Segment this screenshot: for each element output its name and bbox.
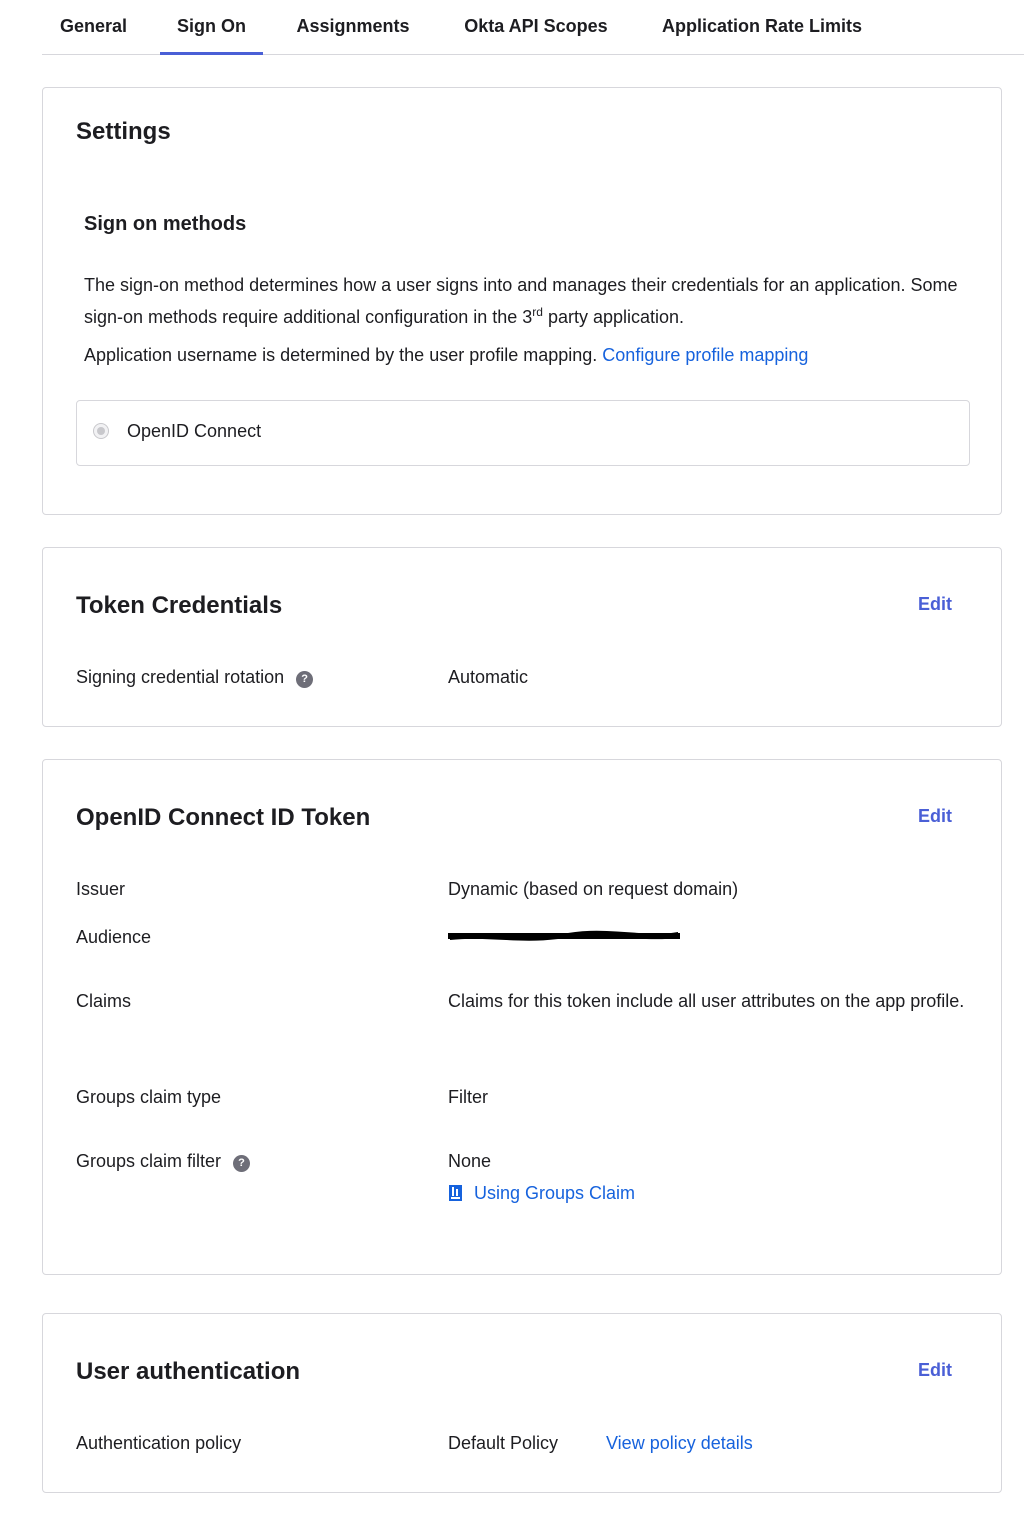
- signing-rotation-label: [76, 667, 313, 688]
- groups-claim-filter-label-text: Groups claim filter: [76, 1151, 222, 1171]
- issuer-value: Dynamic (based on request domain): [448, 879, 739, 899]
- groups-claim-filter-label: [76, 1151, 250, 1172]
- authentication-policy-value: Default Policy: [448, 1433, 559, 1453]
- tab-application-rate-limits[interactable]: Application Rate Limits: [661, 16, 863, 36]
- groups-claim-type-label: Groups claim type: [76, 1087, 222, 1107]
- user-authentication-title: User authentication: [76, 1358, 301, 1385]
- settings-title: Settings: [76, 118, 171, 145]
- username-text: Application username is determined by the user profile mapping.: [84, 345, 598, 365]
- tab-okta-api-scopes[interactable]: Okta API Scopes: [464, 16, 608, 36]
- claims-label: Claims: [76, 991, 132, 1011]
- using-groups-claim-link[interactable]: [448, 1177, 635, 1209]
- claims-value: Claims for this token include all user attributes on the app profile.: [448, 991, 965, 1011]
- issuer-label: Issuer: [76, 879, 126, 899]
- id-token-title: OpenID Connect ID Token: [76, 804, 371, 831]
- documentation-icon: [448, 1184, 464, 1202]
- id-token-edit-button[interactable]: Edit: [918, 806, 952, 826]
- settings-card: [42, 87, 1002, 515]
- token-credentials-title: Token Credentials: [76, 592, 283, 619]
- sign-on-methods-title: Sign on methods: [84, 213, 247, 235]
- description-superscript: rd: [532, 305, 543, 319]
- description-text: The sign-on method determines how a user signs into and manages their credentials for an application. Some sign-on methods require additional configuration in the 3: [84, 275, 958, 327]
- user-authentication-edit-button[interactable]: Edit: [918, 1360, 952, 1380]
- app-tabs: [42, 0, 1024, 55]
- help-icon[interactable]: ?: [296, 671, 313, 688]
- tab-general[interactable]: General: [59, 16, 128, 36]
- openid-connect-radio[interactable]: [93, 423, 109, 439]
- using-groups-claim-text: Using Groups Claim: [474, 1183, 636, 1203]
- groups-claim-type-value: Filter: [448, 1087, 488, 1107]
- configure-profile-mapping-link[interactable]: Configure profile mapping: [602, 345, 809, 365]
- groups-claim-filter-value: None: [448, 1151, 492, 1171]
- tab-sign-on[interactable]: Sign On: [160, 0, 263, 55]
- signing-rotation-value: Automatic: [448, 667, 529, 687]
- view-policy-details-link[interactable]: View policy details: [606, 1433, 753, 1453]
- id-token-card: [42, 759, 1002, 1275]
- audience-value-redacted: [448, 928, 680, 942]
- token-credentials-edit-button[interactable]: Edit: [918, 594, 952, 614]
- sign-on-method-description: [84, 272, 964, 331]
- openid-connect-label: OpenID Connect: [127, 421, 262, 441]
- user-authentication-card: [42, 1313, 1002, 1493]
- sign-on-method-option: [76, 400, 970, 466]
- username-mapping-text: [84, 342, 964, 369]
- tab-assignments[interactable]: Assignments: [296, 16, 410, 36]
- help-icon[interactable]: ?: [233, 1155, 250, 1172]
- token-credentials-card: [42, 547, 1002, 727]
- signing-rotation-label-text: Signing credential rotation: [76, 667, 285, 687]
- description-text-end: party application.: [542, 307, 685, 327]
- authentication-policy-label: Authentication policy: [76, 1433, 242, 1453]
- audience-label: Audience: [76, 927, 152, 947]
